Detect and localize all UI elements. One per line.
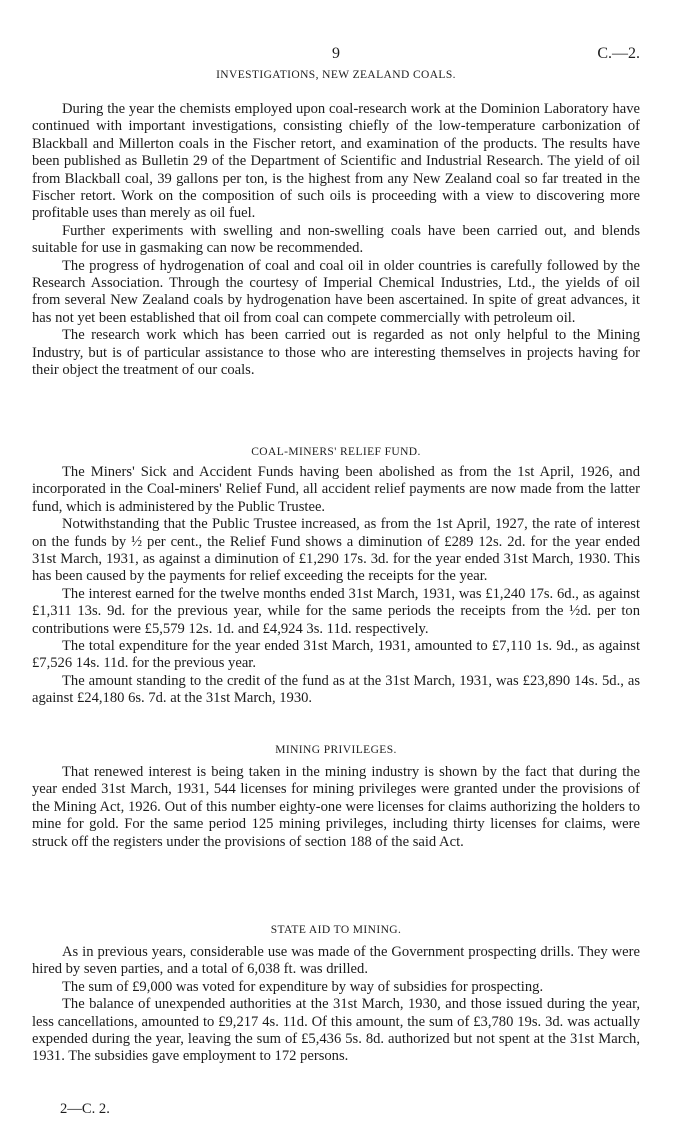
paragraph: During the year the chemists employed upon coal-research work at the Dominion Laboratory have continued with important investigations, consisting chiefly of the low-temperature carbonization of Blackball and Millerton coals in the Fischer retort, and examination of the products. The results have been published as Bulletin 29 of the Department of Scientific and Industrial Research. The yield of oil from Blackball coal, 39 gallons per ton, is the highest from any New Zealand coal so far treated in the Fischer retort. Work on the composition of such oils is proceeding with a view to discovering more profitable uses than merely as oil fuel. [32, 101, 640, 222]
paragraph: The Miners' Sick and Accident Funds having been abolished as from the 1st April, 1926, and incorporated in the Coal-miners' Relief Fund, all accident relief payments are now made from the latter fund, which is administered by the Public Trustee. [32, 464, 640, 515]
paragraph: Notwithstanding that the Public Trustee increased, as from the 1st April, 1927, the rate of interest on the funds by ½ per cent., the Relief Fund shows a diminution of £289 12s. 2d. for the year ended 31st March, 1931, as against a diminution of £1,290 17s. 3d. for the year ended 31st March, 1930. This has been caused by the payments for relief exceeding the receipts for the year. [32, 516, 640, 585]
paragraph: That renewed interest is being taken in the mining industry is shown by the fact that during the year ended 31st March, 1931, 544 licenses for mining privileges were granted under the provisions of the Mining Act, 1926. Out of this number eighty-one were licenses for claims authorizing the holders to mine for gold. For the same period 125 mining privileges, including thirty licenses for claims, were struck off the registers under the provisions of section 188 of the said Act. [32, 764, 640, 850]
paragraph: Further experiments with swelling and non-swelling coals have been carried out, and blends suitable for use in gasmaking can now be recommended. [32, 222, 640, 257]
section-heading: STATE AID TO MINING. [270, 924, 402, 936]
page-number: 9 [332, 45, 340, 62]
section-heading: INVESTIGATIONS, NEW ZEALAND COALS. [216, 69, 456, 81]
paragraph: The balance of unexpended authorities at the 31st March, 1930, and those issued during the year, less cancellations, amounted to £9,217 4s. 11d. Of this amount, the sum of £3,780 19s. 3d. was actually expended during the year, leaving the sum of £5,436 5s. 8d. authorized but not spent at the 31st March, 1931. The subsidies gave employment to 172 persons. [32, 996, 640, 1065]
document-reference: C.—2. [597, 45, 640, 62]
paragraph: The interest earned for the twelve months ended 31st March, 1931, was £1,240 17s. 6d., as against £1,311 13s. 9d. for the previous year, while for the same periods the receipts from the ½d. per ton contributions were £5,579 12s. 1d. and £4,924 3s. 11d. respectively. [32, 585, 640, 637]
paragraph: The research work which has been carried out is regarded as not only helpful to the Mining Industry, but is of particular assistance to those who are interesting themselves in projects having for their object the treatment of our coals. [32, 327, 640, 379]
paragraph: The total expenditure for the year ended 31st March, 1931, amounted to £7,110 1s. 9d., as against £7,526 14s. 11d. for the previous year. [32, 638, 640, 672]
paragraph: The amount standing to the credit of the fund as at the 31st March, 1931, was £23,890 14s. 5d., as against £24,180 6s. 7d. at the 31st March, 1930. [32, 672, 640, 707]
page-signature: 2—C. 2. [60, 1101, 110, 1117]
section-heading: MINING PRIVILEGES. [275, 744, 397, 756]
paragraph: The sum of £9,000 was voted for expenditure by way of subsidies for prospecting. [62, 978, 544, 995]
paragraph: The progress of hydrogenation of coal and coal oil in older countries is carefully followed by the Research Association. Through the courtesy of Imperial Chemical Industries, Ltd., the yields of oil from several New Zealand coals by hydrogenation have been ascertained. In spite of great advances, it has not yet been established that oil from coal can compete commercially with petroleum oil. [32, 257, 640, 326]
section-heading: COAL-MINERS' RELIEF FUND. [251, 446, 421, 458]
paragraph: As in previous years, considerable use was made of the Government prospecting drills. They were hired by seven parties, and a total of 6,038 ft. was drilled. [32, 944, 640, 978]
